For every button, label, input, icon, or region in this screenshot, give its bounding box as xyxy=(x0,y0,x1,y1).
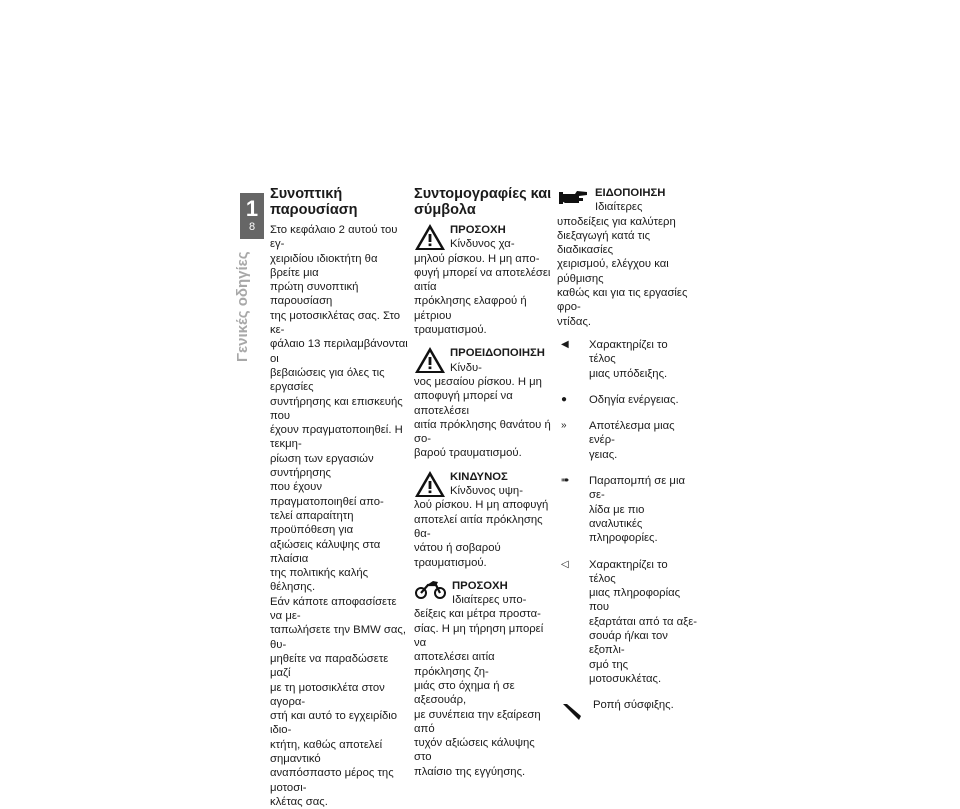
overview-heading: Συνοπτική παρουσίαση xyxy=(270,186,358,218)
torque-wrench-icon xyxy=(561,702,585,722)
motorcycle-attention-icon xyxy=(414,579,448,599)
symbol-accessory-info-end: ◁ Χαρακτηρίζει το τέλος μιας πληροφορίας που εξαρτάται από τα αξε- σουάρ ή/και τον εξοπλι- σμό της μοτοσυκλέτας. xyxy=(561,558,698,685)
warning-note: ΠΡΟΕΙΔΟΠΟΙΗΣΗ Κίνδυ- νος μεσαίου ρίσκου. Η μη αποφυγή μπορεί να αποτελέσει αιτία πρόκλησης θανάτου ή σο- βαρού τραυματισμού. xyxy=(414,347,551,460)
symbol-torque xyxy=(557,698,697,722)
attention-note: ΠΡΟΣΟΧΗ Ιδιαίτερες υπο- δείξεις και μέτρα προστα- σίας. Η μη τήρηση μπορεί να αποτελέσει αιτία πρόκλησης ζη- μιάς στο όχημα ή σε αξεσουάρ, με συνέπεια την εξαίρεση από τυχόν αξιώσεις κάλυψης στο πλαίσιο της εγγύησης. xyxy=(414,579,544,778)
symbols-heading: Συντομογραφίες και σύμβολα xyxy=(414,186,552,218)
chapter-tab xyxy=(240,193,264,239)
symbols-continued xyxy=(557,186,697,722)
symbol-page-reference: ➠ Παραπομπή σε μια σε- λίδα με πιο αναλυτικές πληροφορίες. xyxy=(561,475,685,545)
overview-body: Στο κεφάλαιο 2 αυτού του εγ- χειριδίου ιδιοκτήτη θα βρείτε μια πρώτη συνοπτική παρουσίαση της μοτοσικλέτας σας. Στο κε- φάλαιο 13 περιλαμβάνονται οι βεβαιώσεις για όλες τις εργασίες συντήρησης και επισκευής που έχουν πραγματοποιηθεί. Η τεκμη- ρίωση των εργασιών συντήρησης που έχουν πραγματοποιηθεί απο- τελεί απαραίτητη προϋπόθεση για αξιώσεις κάλυψης στα πλαίσια της πολιτικής καλής θέλησης. Εάν κάποτε αποφασίσετε να με- ταπωλήσετε την BMW σας, θυ- μηθείτε να παραδώσετε μαζί με τη μοτοσικλέτα στον αγορα- στή και αυτό το εγχειρίδιο ιδιο- κτήτη, καθώς αποτελεί σημαντικό αναπόσπαστο μέρος της μοτοσι- κλέτας σας. xyxy=(270,224,408,808)
warning-triangle-icon xyxy=(414,223,446,251)
notice-note: ΕΙΔΟΠΟΙΗΣΗ Ιδιαίτερες υποδείξεις για καλύτερη διεξαγωγή κατά τις διαδικασίες χειρισμού, ελέγχου και ρύθμισης καθώς και για τις εργασίες φρο- ντίδας. xyxy=(557,187,688,328)
hand-pointer-icon xyxy=(557,186,591,206)
page-number: 8 xyxy=(248,221,256,233)
warning-triangle-icon xyxy=(414,470,446,498)
caution-note: ΠΡΟΣΟΧΗ Κίνδυνος χα- μηλού ρίσκου. Η μη απο- φυγή μπορεί να αποτελέσει αιτία πρόκλησης ελαφρού ή μέτριου τραυματισμού. xyxy=(414,224,551,337)
danger-note: ΚΙΝΔΥΝΟΣ Κίνδυνος υψη- λού ρίσκου. Η μη αποφυγή αποτελεί αιτία πρόκλησης θα- νάτου ή σοβαρού τραυματισμού. xyxy=(414,470,549,569)
torque-label: Ροπή σύσφιξης. xyxy=(593,699,674,712)
symbol-end-of-note: ◀ Χαρακτηρίζει το τέλος μιας υπόδειξης. xyxy=(561,338,668,380)
triangle-left-filled-icon: ◀ xyxy=(561,338,569,350)
arrow-right-icon: ➠ xyxy=(561,475,570,487)
chapter-title: Γενικές οδηγίες xyxy=(234,251,251,362)
double-chevron-icon: » xyxy=(561,420,567,432)
symbol-action-result: » Αποτέλεσμα μιας ενέρ- γειας. xyxy=(561,420,675,461)
chapter-number: 1 xyxy=(245,196,259,221)
overview-section xyxy=(270,186,408,809)
warning-triangle-icon xyxy=(414,346,446,374)
symbols-section xyxy=(414,186,552,788)
triangle-left-outline-icon: ◁ xyxy=(561,558,569,570)
symbol-action-instruction: ● Οδηγία ενέργειας. xyxy=(561,393,679,406)
bullet-icon: ● xyxy=(561,393,568,405)
